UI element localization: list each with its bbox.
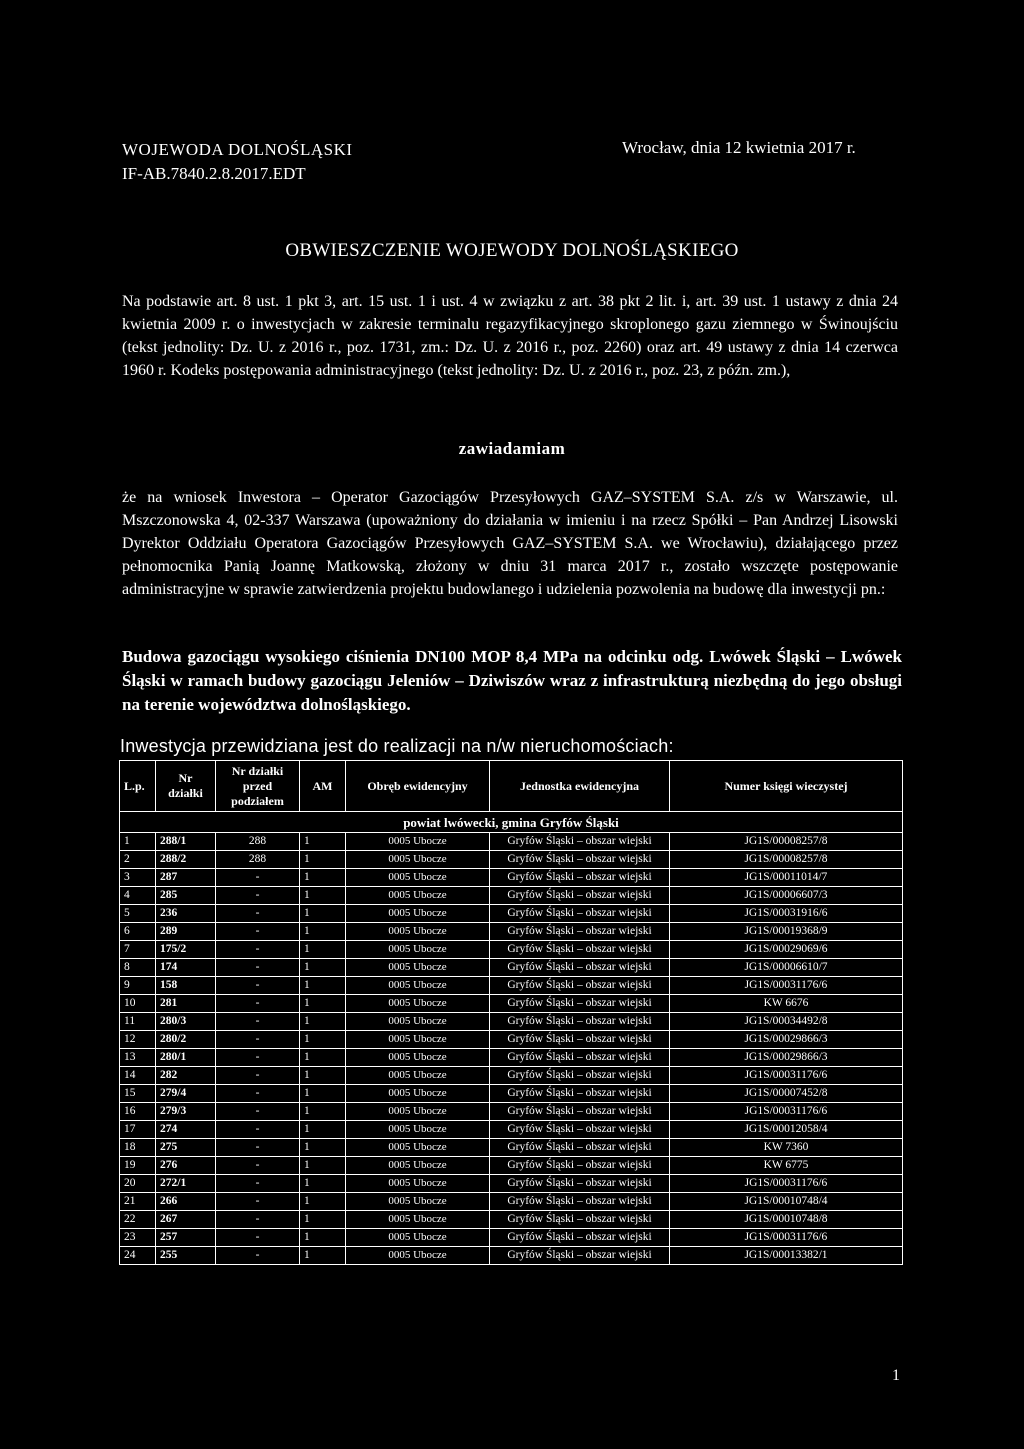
cell-parcel-number: 288/2 [156,851,216,869]
cell-land-register: KW 6775 [670,1157,903,1175]
cell-parcel-number: 281 [156,995,216,1013]
header-parcel-before-division: Nr działki przed podziałem [216,761,300,812]
cell-parcel-before-division: - [216,941,300,959]
cell-parcel-number: 272/1 [156,1175,216,1193]
cell-am: 1 [300,869,346,887]
cell-precinct: 0005 Ubocze [346,1085,490,1103]
cell-unit: Gryfów Śląski – obszar wiejski [490,1229,670,1247]
cell-land-register: JG1S/00006607/3 [670,887,903,905]
cell-precinct: 0005 Ubocze [346,833,490,851]
cell-parcel-number: 289 [156,923,216,941]
cell-unit: Gryfów Śląski – obszar wiejski [490,1049,670,1067]
cell-am: 1 [300,851,346,869]
document-header-left [122,138,353,186]
cell-land-register: JG1S/00013382/1 [670,1247,903,1265]
table-row [120,1121,903,1139]
cell-am: 1 [300,1031,346,1049]
cell-parcel-number: 282 [156,1067,216,1085]
cell-land-register: JG1S/00008257/8 [670,851,903,869]
cell-precinct: 0005 Ubocze [346,995,490,1013]
table-row [120,1067,903,1085]
cell-land-register: JG1S/00010748/4 [670,1193,903,1211]
cell-parcel-number: 279/3 [156,1103,216,1121]
cell-land-register: JG1S/00019368/9 [670,923,903,941]
cell-precinct: 0005 Ubocze [346,1121,490,1139]
cell-unit: Gryfów Śląski – obszar wiejski [490,833,670,851]
cell-land-register: JG1S/00029866/3 [670,1031,903,1049]
cell-parcel-before-division: - [216,923,300,941]
cell-precinct: 0005 Ubocze [346,1103,490,1121]
cell-am: 1 [300,1157,346,1175]
cell-parcel-before-division: - [216,1031,300,1049]
cell-parcel-before-division: - [216,1121,300,1139]
cell-precinct: 0005 Ubocze [346,959,490,977]
table-row [120,941,903,959]
cell-parcel-number: 158 [156,977,216,995]
table-row [120,1193,903,1211]
header-land-register: Numer księgi wieczystej [670,761,903,812]
cell-am: 1 [300,1139,346,1157]
cell-lp: 11 [120,1013,156,1031]
cell-lp: 23 [120,1229,156,1247]
header-precinct: Obręb ewidencyjny [346,761,490,812]
cell-parcel-before-division: - [216,1103,300,1121]
cell-lp: 18 [120,1139,156,1157]
cell-land-register: JG1S/00031176/6 [670,1103,903,1121]
cell-land-register: KW 6676 [670,995,903,1013]
cell-unit: Gryfów Śląski – obszar wiejski [490,1175,670,1193]
cell-parcel-number: 280/3 [156,1013,216,1031]
cell-lp: 17 [120,1121,156,1139]
cell-parcel-number: 280/1 [156,1049,216,1067]
cell-parcel-number: 274 [156,1121,216,1139]
table-header-row [120,761,903,812]
cell-precinct: 0005 Ubocze [346,1157,490,1175]
cell-lp: 1 [120,833,156,851]
cell-unit: Gryfów Śląski – obszar wiejski [490,851,670,869]
table-row [120,959,903,977]
cell-land-register: JG1S/00029866/3 [670,1049,903,1067]
cell-unit: Gryfów Śląski – obszar wiejski [490,905,670,923]
cell-unit: Gryfów Śląski – obszar wiejski [490,1067,670,1085]
cell-unit: Gryfów Śląski – obszar wiejski [490,941,670,959]
cell-land-register: JG1S/00029069/6 [670,941,903,959]
cell-precinct: 0005 Ubocze [346,887,490,905]
cell-parcel-before-division: - [216,1013,300,1031]
cell-lp: 12 [120,1031,156,1049]
cell-precinct: 0005 Ubocze [346,905,490,923]
cell-precinct: 0005 Ubocze [346,1049,490,1067]
cell-land-register: JG1S/00012058/4 [670,1121,903,1139]
cell-lp: 2 [120,851,156,869]
cell-am: 1 [300,941,346,959]
cell-lp: 7 [120,941,156,959]
cell-precinct: 0005 Ubocze [346,977,490,995]
cell-land-register: JG1S/00031916/6 [670,905,903,923]
table-row [120,1211,903,1229]
table-row [120,1139,903,1157]
header-unit: Jednostka ewidencyjna [490,761,670,812]
cell-am: 1 [300,1013,346,1031]
cell-parcel-number: 279/4 [156,1085,216,1103]
cell-lp: 9 [120,977,156,995]
cell-lp: 19 [120,1157,156,1175]
cell-am: 1 [300,1067,346,1085]
cell-parcel-number: 255 [156,1247,216,1265]
cell-parcel-before-division: - [216,1211,300,1229]
cell-land-register: JG1S/00008257/8 [670,833,903,851]
cell-unit: Gryfów Śląski – obszar wiejski [490,887,670,905]
cell-precinct: 0005 Ubocze [346,851,490,869]
cell-parcel-number: 287 [156,869,216,887]
cell-lp: 22 [120,1211,156,1229]
table-row [120,1157,903,1175]
table-row [120,851,903,869]
cell-parcel-before-division: - [216,1247,300,1265]
cell-parcel-before-division: - [216,995,300,1013]
cell-am: 1 [300,1229,346,1247]
cell-parcel-before-division: - [216,869,300,887]
cell-parcel-number: 174 [156,959,216,977]
cell-am: 1 [300,1121,346,1139]
cell-am: 1 [300,1049,346,1067]
table-row [120,869,903,887]
cell-am: 1 [300,1247,346,1265]
place-and-date: Wrocław, dnia 12 kwietnia 2017 r. [622,138,856,157]
cell-unit: Gryfów Śląski – obszar wiejski [490,1031,670,1049]
cell-precinct: 0005 Ubocze [346,1013,490,1031]
cell-precinct: 0005 Ubocze [346,1031,490,1049]
cell-lp: 10 [120,995,156,1013]
cell-unit: Gryfów Śląski – obszar wiejski [490,1121,670,1139]
cell-am: 1 [300,1211,346,1229]
parcels-table [119,760,903,1265]
table-row [120,977,903,995]
table-row [120,1247,903,1265]
cell-lp: 4 [120,887,156,905]
cell-lp: 14 [120,1067,156,1085]
table-row [120,1175,903,1193]
cell-land-register: JG1S/00031176/6 [670,1229,903,1247]
parcels-intro: Inwestycja przewidziana jest do realizacji na n/w nieruchomościach: [120,736,674,756]
table-row [120,833,903,851]
cell-land-register: JG1S/00007452/8 [670,1085,903,1103]
cell-unit: Gryfów Śląski – obszar wiejski [490,1139,670,1157]
header-lp: L.p. [120,761,156,812]
header-am: AM [300,761,346,812]
cell-unit: Gryfów Śląski – obszar wiejski [490,1085,670,1103]
cell-precinct: 0005 Ubocze [346,1193,490,1211]
cell-parcel-number: 236 [156,905,216,923]
cell-parcel-number: 175/2 [156,941,216,959]
cell-parcel-before-division: 288 [216,851,300,869]
cell-precinct: 0005 Ubocze [346,869,490,887]
table-row [120,1013,903,1031]
cell-parcel-before-division: - [216,1175,300,1193]
cell-parcel-before-division: - [216,1049,300,1067]
cell-precinct: 0005 Ubocze [346,1139,490,1157]
cell-am: 1 [300,1085,346,1103]
cell-parcel-before-division: - [216,1067,300,1085]
table-section-row [120,812,903,833]
cell-parcel-before-division: - [216,1139,300,1157]
cell-lp: 16 [120,1103,156,1121]
cell-lp: 15 [120,1085,156,1103]
cell-land-register: JG1S/00006610/7 [670,959,903,977]
cell-am: 1 [300,887,346,905]
document-title: OBWIESZCZENIE WOJEWODY DOLNOŚLĄSKIEGO [285,240,739,261]
cell-unit: Gryfów Śląski – obszar wiejski [490,1013,670,1031]
cell-parcel-number: 267 [156,1211,216,1229]
cell-lp: 13 [120,1049,156,1067]
cell-am: 1 [300,959,346,977]
cell-land-register: JG1S/00031176/6 [670,977,903,995]
notice-body-paragraph: że na wniosek Inwestora – Operator Gazociągów Przesyłowych GAZ–SYSTEM S.A. z/s w Warszawie, ul. Mszczonowska 4, 02-337 Warszawa (upoważniony do działania w imieniu i na rzecz Spółki – Pan Andrzej Lisowski Dyrektor Oddziału Operatora Gazociągów Przesyłowych GAZ–SYSTEM S.A. we Wrocławiu), działającego przez pełnomocnika Panią Joannę Matkowską, złożony w dniu 31 marca 2017 r., zostało wszczęte postępowanie administracyjne w sprawie zatwierdzenia projektu budowlanego i udzielenia pozwolenia na budowę dla inwestycji pn.: [122,489,898,598]
cell-parcel-before-division: - [216,905,300,923]
cell-unit: Gryfów Śląski – obszar wiejski [490,923,670,941]
cell-unit: Gryfów Śląski – obszar wiejski [490,959,670,977]
cell-parcel-before-division: - [216,1229,300,1247]
cell-parcel-before-division: - [216,959,300,977]
cell-am: 1 [300,833,346,851]
cell-precinct: 0005 Ubocze [346,1229,490,1247]
cell-lp: 24 [120,1247,156,1265]
table-row [120,1229,903,1247]
cell-lp: 6 [120,923,156,941]
cell-lp: 20 [120,1175,156,1193]
cell-precinct: 0005 Ubocze [346,941,490,959]
cell-land-register: JG1S/00031176/6 [670,1175,903,1193]
cell-unit: Gryfów Śląski – obszar wiejski [490,1247,670,1265]
reference-number: IF-AB.7840.2.8.2017.EDT [122,164,306,183]
cell-land-register: KW 7360 [670,1139,903,1157]
cell-am: 1 [300,923,346,941]
table-row [120,923,903,941]
cell-unit: Gryfów Śląski – obszar wiejski [490,1211,670,1229]
table-row [120,1103,903,1121]
cell-precinct: 0005 Ubocze [346,1211,490,1229]
cell-precinct: 0005 Ubocze [346,1175,490,1193]
cell-lp: 3 [120,869,156,887]
cell-parcel-number: 257 [156,1229,216,1247]
cell-precinct: 0005 Ubocze [346,923,490,941]
table-row [120,1085,903,1103]
cell-parcel-before-division: - [216,1085,300,1103]
notify-heading: zawiadamiam [458,439,566,458]
cell-parcel-number: 288/1 [156,833,216,851]
cell-parcel-before-division: - [216,1157,300,1175]
cell-unit: Gryfów Śląski – obszar wiejski [490,1157,670,1175]
cell-parcel-before-division: - [216,887,300,905]
cell-unit: Gryfów Śląski – obszar wiejski [490,869,670,887]
cell-parcel-number: 280/2 [156,1031,216,1049]
cell-lp: 8 [120,959,156,977]
cell-unit: Gryfów Śląski – obszar wiejski [490,977,670,995]
cell-lp: 5 [120,905,156,923]
table-row [120,1031,903,1049]
table-row [120,905,903,923]
cell-parcel-number: 275 [156,1139,216,1157]
cell-parcel-before-division: - [216,1193,300,1211]
cell-am: 1 [300,1193,346,1211]
page-number: 1 [892,1367,900,1384]
project-name: Budowa gazociągu wysokiego ciśnienia DN100 MOP 8,4 MPa na odcinku odg. Lwówek Śląski – Lwówek Śląski w ramach budowy gazociągu Jeleniów – Dziwiszów wraz z infrastrukturą niezbędną do jego obsługi na terenie województwa dolnośląskiego. [122,647,902,714]
header-parcel-number: Nr działki [156,761,216,812]
cell-am: 1 [300,995,346,1013]
issuing-authority: WOJEWODA DOLNOŚLĄSKI [122,140,353,159]
cell-am: 1 [300,1103,346,1121]
cell-parcel-before-division: - [216,977,300,995]
cell-am: 1 [300,905,346,923]
table-row [120,995,903,1013]
table-row [120,1049,903,1067]
section-label: powiat lwówecki, gmina Gryfów Śląski [120,812,903,833]
cell-unit: Gryfów Śląski – obszar wiejski [490,1193,670,1211]
cell-lp: 21 [120,1193,156,1211]
table-row [120,887,903,905]
cell-land-register: JG1S/00031176/6 [670,1067,903,1085]
cell-land-register: JG1S/00010748/8 [670,1211,903,1229]
cell-unit: Gryfów Śląski – obszar wiejski [490,995,670,1013]
cell-am: 1 [300,977,346,995]
cell-land-register: JG1S/00034492/8 [670,1013,903,1031]
cell-precinct: 0005 Ubocze [346,1067,490,1085]
cell-parcel-number: 285 [156,887,216,905]
cell-parcel-number: 266 [156,1193,216,1211]
legal-basis-paragraph: Na podstawie art. 8 ust. 1 pkt 3, art. 15 ust. 1 i ust. 4 w związku z art. 38 pkt 2 lit. i, art. 39 ust. 1 ustawy z dnia 24 kwietnia 2009 r. o inwestycjach w zakresie terminalu regazyfikacyjnego skroplonego gazu ziemnego w Świnoujściu (tekst jednolity: Dz. U. z 2016 r., poz. 1731, zm.: Dz. U. z 2016 r., poz. 2260) oraz art. 49 ustawy z dnia 14 czerwca 1960 r. Kodeks postępowania administracyjnego (tekst jednolity: Dz. U. z 2016 r., poz. 23, z późn. zm.), [122,293,898,379]
cell-precinct: 0005 Ubocze [346,1247,490,1265]
cell-land-register: JG1S/00011014/7 [670,869,903,887]
cell-parcel-number: 276 [156,1157,216,1175]
cell-parcel-before-division: 288 [216,833,300,851]
cell-unit: Gryfów Śląski – obszar wiejski [490,1103,670,1121]
cell-am: 1 [300,1175,346,1193]
